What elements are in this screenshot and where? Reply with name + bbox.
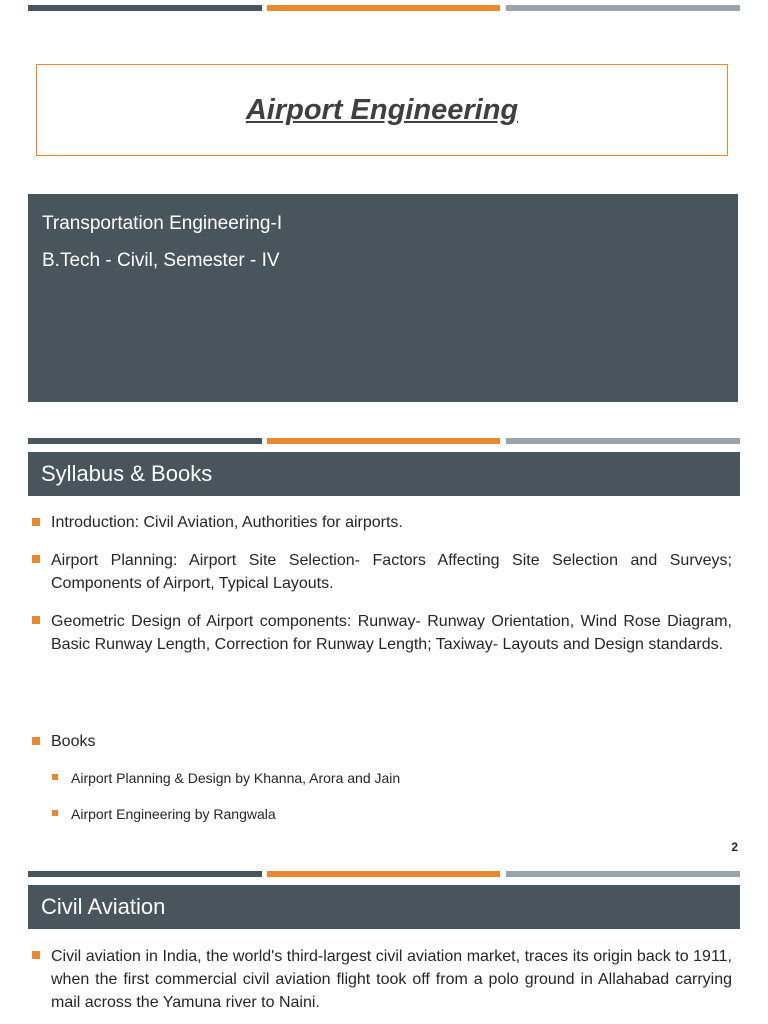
sub-bullet-marker <box>52 774 58 780</box>
page-number: 2 <box>731 840 738 854</box>
slide2-stripe-bar <box>28 438 740 444</box>
bullet-marker <box>32 951 40 959</box>
sub-bullet-marker <box>52 810 58 816</box>
stripe-dark <box>28 5 262 11</box>
slide3-heading-bar <box>28 885 740 929</box>
bullet-civil-aviation-history: Civil aviation in India, the world's third-largest civil aviation market, traces its origin back to 1911, when the first commercial civil aviation flight took off from a polo ground in Allahabad carrying mail across the Yamuna river to Naini. <box>51 948 732 1011</box>
stripe-gray <box>506 438 740 444</box>
slide2-heading-bar <box>28 452 740 496</box>
bullet-marker <box>32 616 40 624</box>
slide3-stripe-bar <box>28 871 740 877</box>
stripe-orange <box>267 438 500 444</box>
bullet-introduction: Introduction: Civil Aviation, Authorities for airports. <box>51 514 403 531</box>
subtitle-panel <box>28 194 738 402</box>
bullet-airport-planning: Airport Planning: Airport Site Selection- Factors Affecting Site Selection and Surveys; Components of Airport, Typical Layouts. <box>51 552 732 592</box>
slide2-heading: Syllabus & Books <box>41 461 213 486</box>
stripe-gray <box>506 5 740 11</box>
stripe-gray <box>506 871 740 877</box>
bullet-books: Books <box>51 733 96 750</box>
top-stripe-bar <box>28 5 740 11</box>
bullet-marker <box>32 518 40 526</box>
book-rangwala: Airport Engineering by Rangwala <box>71 806 276 822</box>
book-khanna: Airport Planning & Design by Khanna, Arora and Jain <box>71 770 401 786</box>
slide3-heading: Civil Aviation <box>41 894 166 919</box>
stripe-orange <box>267 5 500 11</box>
stripe-dark <box>28 438 262 444</box>
course-name: Transportation Engineering-I <box>42 213 283 234</box>
slide-title: Airport Engineering <box>245 93 519 126</box>
title-box <box>36 64 728 156</box>
stripe-orange <box>267 871 500 877</box>
program-semester: B.Tech - Civil, Semester - IV <box>42 250 280 271</box>
bullet-marker <box>32 737 40 745</box>
bullet-marker <box>32 555 40 563</box>
bullet-geometric-design: Geometric Design of Airport components: Runway- Runway Orientation, Wind Rose Diagram, Basic Runway Length, Correction for Runway Length; Taxiway- Layouts and Design standards. <box>51 613 732 653</box>
stripe-dark <box>28 871 262 877</box>
